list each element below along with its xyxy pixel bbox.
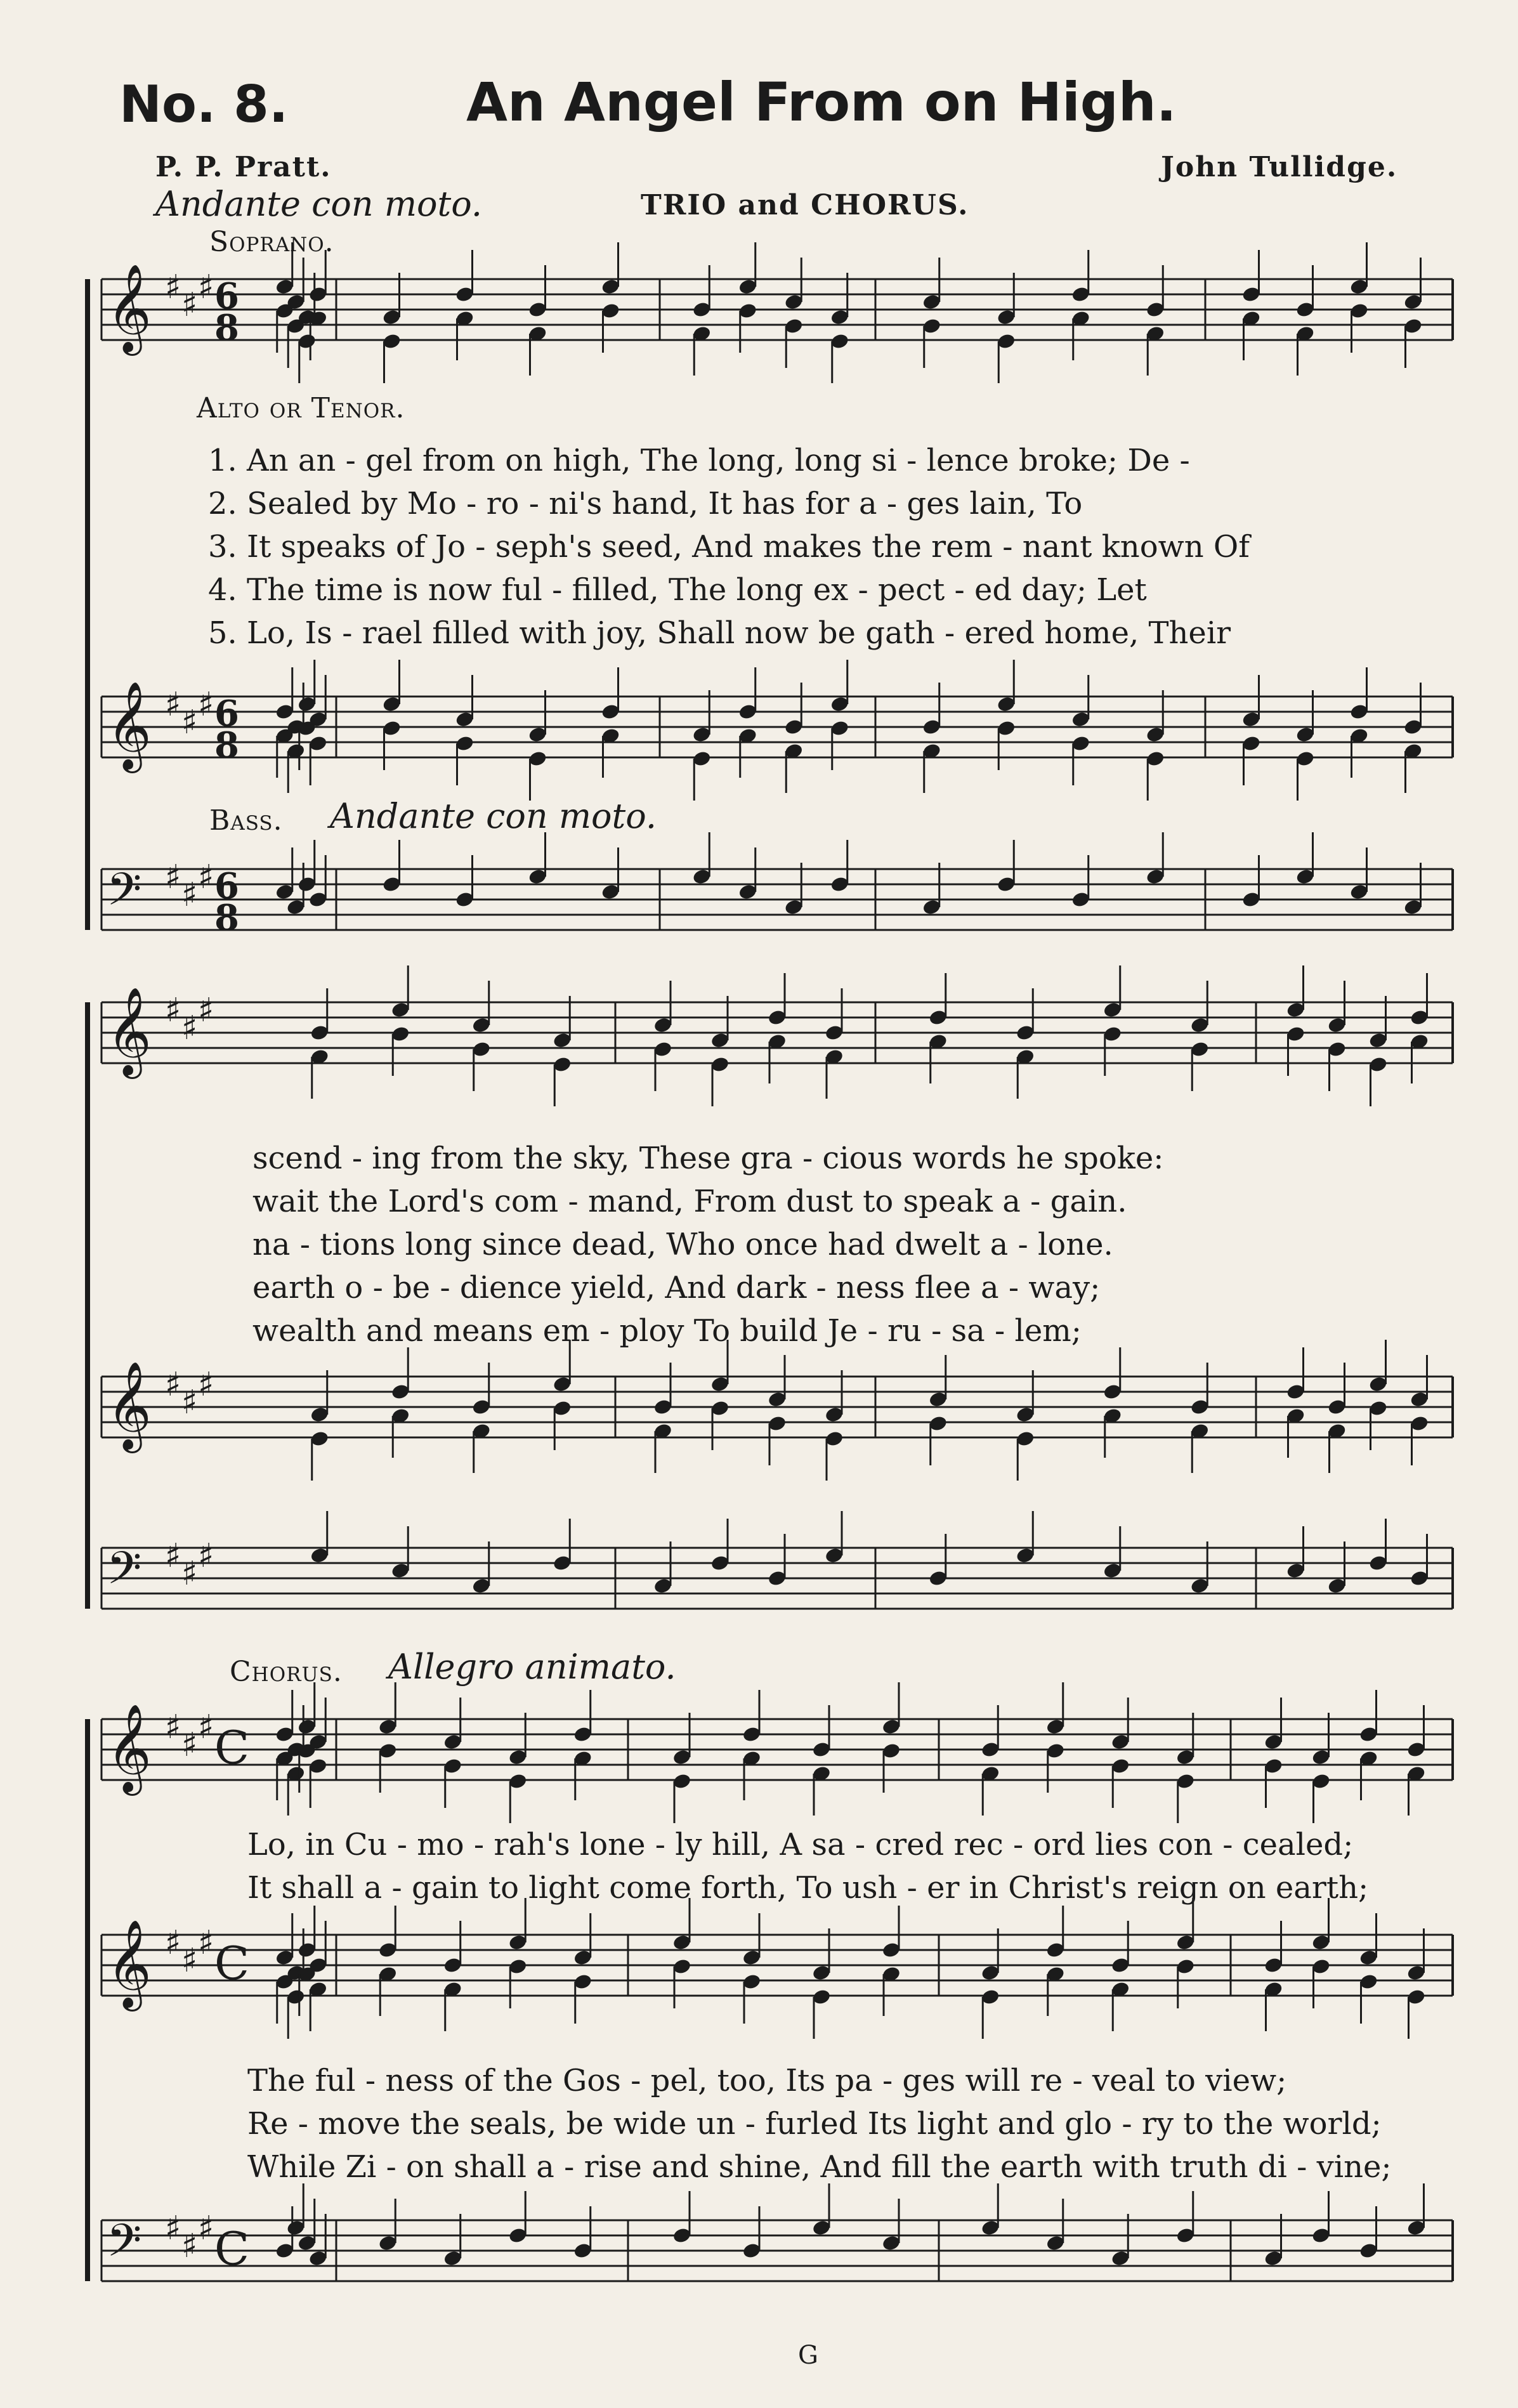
alto-label: Alto or Tenor. [197, 392, 405, 424]
hymn-number: No. 8. [119, 75, 289, 134]
time-signature-denominator: 8 [214, 307, 239, 349]
sharp-icon: ♯ [181, 1942, 198, 1980]
sharp-icon: ♯ [198, 268, 214, 306]
treble-clef-icon: 𝄞 [107, 987, 152, 1075]
common-time-icon: C [214, 1937, 250, 1990]
treble-clef-icon: 𝄞 [107, 1361, 152, 1449]
treble-clef-icon: 𝄞 [107, 264, 152, 352]
treble-clef-icon: 𝄞 [107, 1920, 152, 2008]
chorus-line-1-b: It shall a - gain to light come forth, To ush - er in Christ's reign on earth; [247, 1870, 1369, 1906]
bass-tempo-marking: Andante con moto. [330, 796, 657, 836]
sharp-icon: ♯ [181, 703, 198, 742]
sharp-icon: ♯ [181, 2227, 198, 2265]
sharp-icon: ♯ [165, 1708, 181, 1746]
sharp-icon: ♯ [198, 686, 214, 724]
sharp-icon: ♯ [198, 2209, 214, 2248]
time-signature-numerator: 6 [214, 865, 239, 907]
sharp-icon: ♯ [165, 991, 181, 1030]
chorus-line-2-a: The ful - ness of the Gos - pel, too, Its pa - ges will re - veal to view; [247, 2063, 1287, 2098]
arrangement-label: TRIO and CHORUS. [641, 189, 969, 221]
sharp-icon: ♯ [198, 1537, 214, 1575]
time-signature-denominator: 8 [214, 724, 239, 766]
verse-1-line-1: 1. An an - gel from on high, The long, long si - lence broke; De - [208, 443, 1190, 478]
tempo-marking: Andante con moto. [155, 184, 482, 224]
bass-label: Bass. [209, 804, 283, 837]
sharp-icon: ♯ [198, 1924, 214, 1962]
sharp-icon: ♯ [181, 1384, 198, 1422]
sharp-icon: ♯ [165, 2209, 181, 2248]
sharp-icon: ♯ [165, 686, 181, 724]
bass-clef-icon: 𝄢 [107, 863, 142, 927]
verse-5-line-1: 5. Lo, Is - rael filled with joy, Shall now be gath - ered home, Their [208, 615, 1231, 651]
sharp-icon: ♯ [165, 1366, 181, 1404]
verse-1-line-2: scend - ing from the sky, These gra - cious words he spoke: [252, 1141, 1164, 1176]
chorus-line-1-a: Lo, in Cu - mo - rah's lone - ly hill, A sa - cred rec - ord lies con - cealed; [247, 1827, 1354, 1862]
sharp-icon: ♯ [181, 1009, 198, 1047]
time-signature-numerator: 6 [214, 275, 239, 317]
bass-clef-icon: 𝄢 [107, 2215, 142, 2278]
sharp-icon: ♯ [165, 1537, 181, 1575]
verse-4-line-1: 4. The time is now ful - filled, The long ex - pect - ed day; Let [208, 572, 1147, 608]
sharp-icon: ♯ [198, 1708, 214, 1746]
chorus-line-2-c: While Zi - on shall a - rise and shine, And fill the earth with truth di - vine; [247, 2149, 1392, 2185]
chorus-line-2-b: Re - move the seals, be wide un - furled Its light and glo - ry to the world; [247, 2106, 1382, 2142]
common-time-icon: C [214, 2222, 250, 2275]
sharp-icon: ♯ [181, 1555, 198, 1593]
time-signature-numerator: 6 [214, 693, 239, 735]
sharp-icon: ♯ [181, 1726, 198, 1764]
hymn-title: An Angel From on High. [466, 71, 1177, 133]
sharp-icon: ♯ [165, 1924, 181, 1962]
sharp-icon: ♯ [198, 858, 214, 896]
sharp-icon: ♯ [181, 286, 198, 324]
composer-credit: P. P. Pratt. [155, 151, 332, 183]
author-credit: John Tullidge. [1161, 151, 1398, 183]
sharp-icon: ♯ [165, 268, 181, 306]
verse-2-line-2: wait the Lord's com - mand, From dust to speak a - gain. [252, 1184, 1127, 1219]
verse-3-line-2: na - tions long since dead, Who once had dwelt a - lone. [252, 1227, 1113, 1262]
bass-clef-icon: 𝄢 [107, 1542, 142, 1606]
time-signature-denominator: 8 [214, 897, 239, 939]
verse-4-line-2: earth o - be - dience yield, And dark - ness flee a - way; [252, 1270, 1101, 1305]
verse-3-line-1: 3. It speaks of Jo - seph's seed, And makes the rem - nant known Of [208, 529, 1250, 565]
sharp-icon: ♯ [198, 1366, 214, 1404]
sharp-icon: ♯ [198, 991, 214, 1030]
verse-5-line-2: wealth and means em - ploy To build Je - ru - sa - lem; [252, 1313, 1082, 1349]
verse-2-line-1: 2. Sealed by Mo - ro - ni's hand, It has for a - ges lain, To [208, 486, 1083, 521]
common-time-icon: C [214, 1721, 250, 1774]
sharp-icon: ♯ [181, 876, 198, 914]
soprano-label: Soprano. [209, 226, 334, 258]
treble-clef-icon: 𝄞 [107, 681, 152, 769]
chorus-tempo-marking: Allegro animato. [388, 1647, 676, 1687]
treble-clef-icon: 𝄞 [107, 1704, 152, 1792]
chorus-label: Chorus. [230, 1656, 343, 1688]
sharp-icon: ♯ [165, 858, 181, 896]
page-number: G [798, 2341, 818, 2370]
